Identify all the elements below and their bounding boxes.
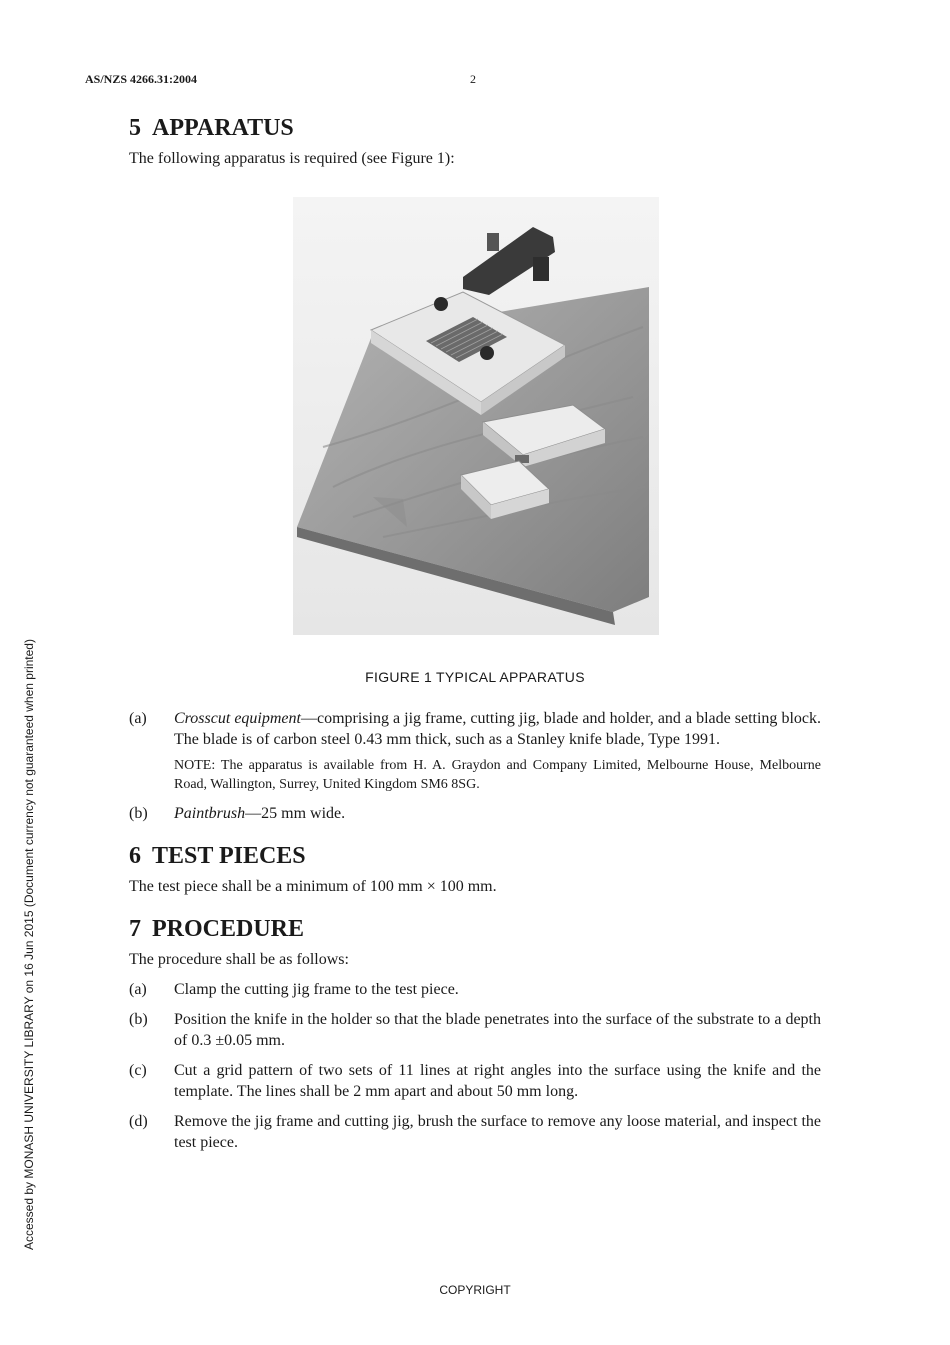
item-term: Paintbrush xyxy=(174,805,246,822)
step-text: Cut a grid pattern of two sets of 11 lines at right angles into the surface using the knife and the template. The lines shall be 2 mm apart and about 50 mm long. xyxy=(174,1062,821,1100)
step-text: Position the knife in the holder so that the blade penetrates into the surface of the substrate to a depth of 0.3 ±0.05 mm. xyxy=(174,1011,821,1049)
section-number: 6 xyxy=(129,843,141,869)
figure-caption: FIGURE 1 TYPICAL APPARATUS xyxy=(365,669,585,685)
access-watermark: Accessed by MONASH UNIVERSITY LIBRARY on 16 Jun 2015 (Document currency not guaranteed when printed) xyxy=(22,639,36,1250)
procedure-step xyxy=(129,1009,821,1051)
section-heading-test-pieces xyxy=(129,843,821,869)
item-label: (b) xyxy=(129,805,148,822)
section-heading-procedure xyxy=(129,916,821,942)
apparatus-note: NOTE: The apparatus is available from H. A. Graydon and Company Limited, Melbourne House, Melbourne Road, Wallington, Surrey, United Kingdom SM6 8SG. xyxy=(174,758,821,792)
test-pieces-text: The test piece shall be a minimum of 100 mm × 100 mm. xyxy=(129,878,497,895)
procedure-step xyxy=(129,1060,821,1102)
procedure-step xyxy=(129,979,821,1000)
section-number: 5 xyxy=(129,115,141,141)
item-description: —25 mm wide. xyxy=(245,805,346,822)
step-label: (b) xyxy=(129,1011,148,1028)
item-label: (a) xyxy=(129,710,147,727)
apparatus-item xyxy=(129,708,821,750)
section-number: 7 xyxy=(129,916,141,942)
item-text xyxy=(174,708,821,750)
page-content xyxy=(129,115,821,1153)
apparatus-item xyxy=(129,803,821,824)
step-label: (c) xyxy=(129,1062,147,1079)
step-text: Remove the jig frame and cutting jig, brush the surface to remove any loose material, and inspect the test piece. xyxy=(174,1113,821,1151)
item-text xyxy=(174,803,821,824)
apparatus-photo xyxy=(293,197,659,635)
apparatus-intro: The following apparatus is required (see Figure 1): xyxy=(129,150,455,167)
section-heading-apparatus xyxy=(129,115,821,141)
knob xyxy=(480,346,494,360)
knob xyxy=(434,297,448,311)
step-text: Clamp the cutting jig frame to the test piece. xyxy=(174,981,459,998)
section-title: PROCEDURE xyxy=(152,916,305,942)
step-label: (a) xyxy=(129,981,147,998)
standard-number: AS/NZS 4266.31:2004 xyxy=(85,72,198,86)
section-title: TEST PIECES xyxy=(152,843,306,869)
procedure-intro: The procedure shall be as follows: xyxy=(129,951,349,968)
copyright-footer: COPYRIGHT xyxy=(439,1283,511,1297)
item-term: Crosscut equipment xyxy=(174,710,301,727)
procedure-step xyxy=(129,1111,821,1153)
page-number: 2 xyxy=(470,72,476,86)
section-title: APPARATUS xyxy=(152,115,294,141)
item-description: —comprising a jig frame, cutting jig, blade and holder, and a blade setting block. The blade is of carbon steel 0.43 mm thick, such as a Stanley knife blade, Type 1991. xyxy=(174,710,821,748)
step-label: (d) xyxy=(129,1113,148,1130)
